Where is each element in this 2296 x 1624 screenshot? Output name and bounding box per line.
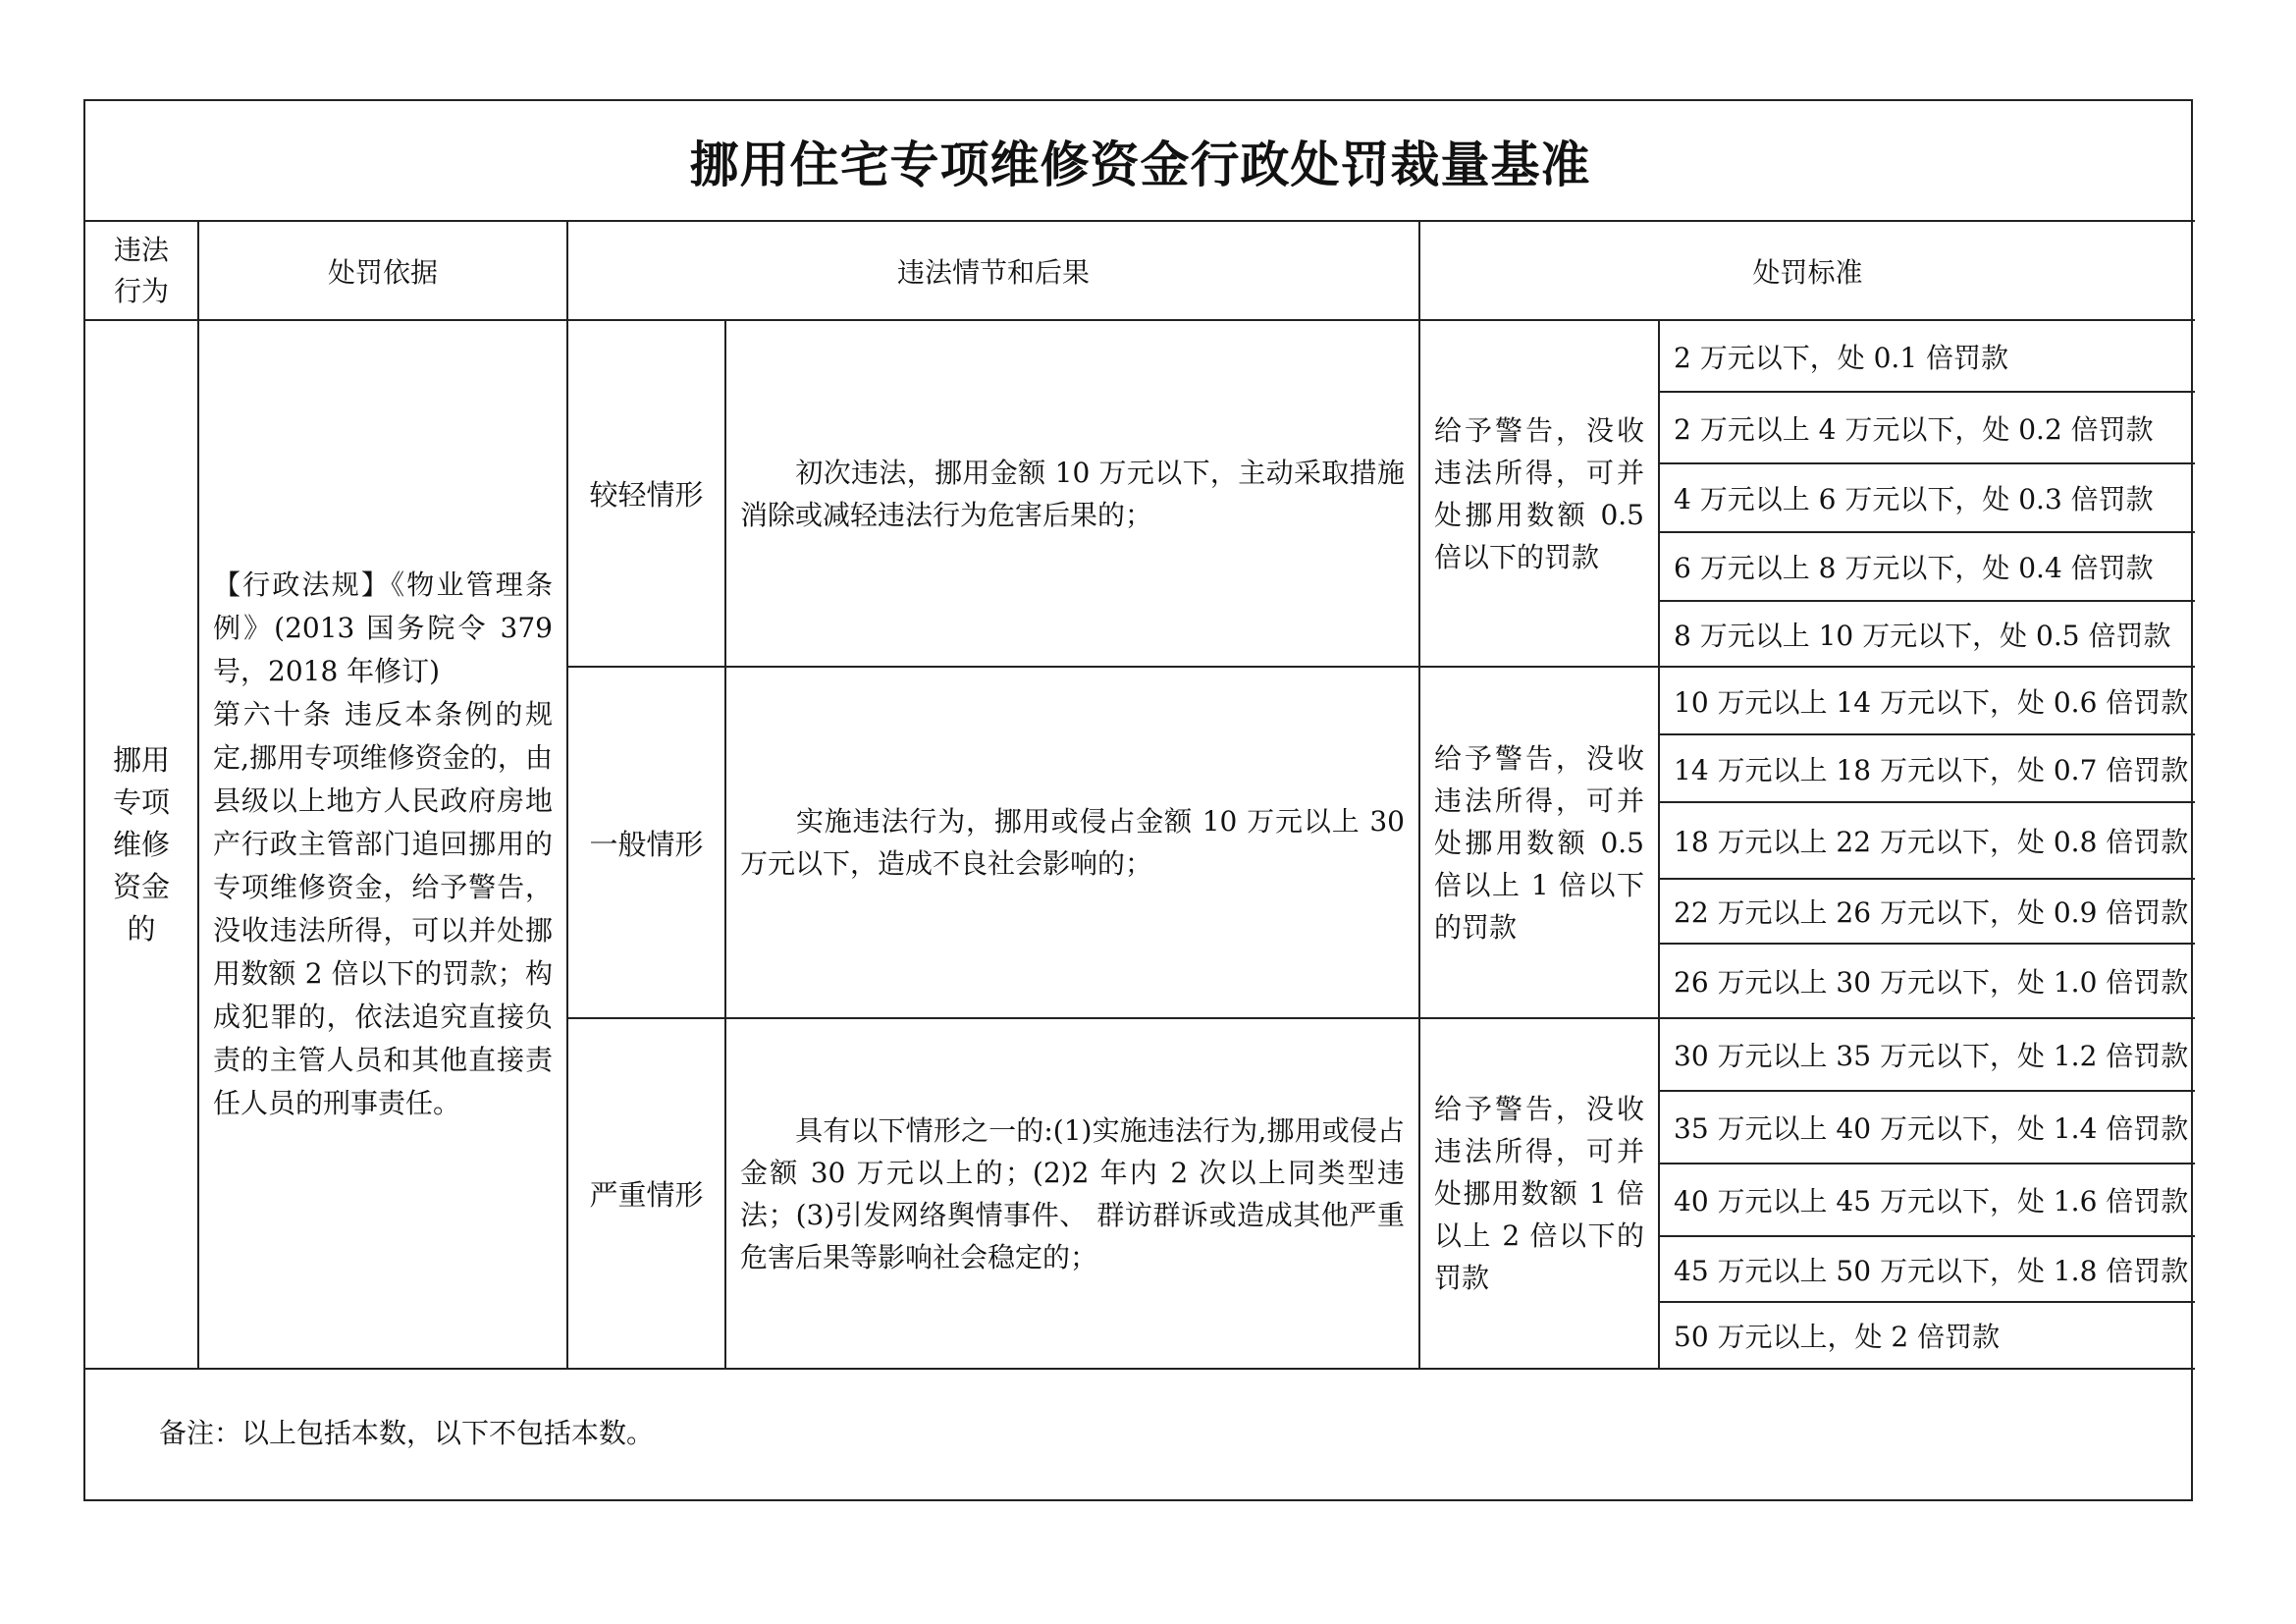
level-circumstance-text: 初次违法，挪用金额 10 万元以下，主动采取措施消除或减轻违法行为危害后果的；	[740, 456, 1405, 531]
fine-tier: 45 万元以上 50 万元以下，处 1.8 倍罚款	[1659, 1236, 2195, 1302]
remark: 备注：以上包括本数，以下不包括本数。	[85, 1369, 2195, 1493]
fine-tier: 18 万元以上 22 万元以下，处 0.8 倍罚款	[1659, 802, 2195, 879]
fine-tier: 26 万元以上 30 万元以下，处 1.0 倍罚款	[1659, 944, 2195, 1018]
fine-tier: 22 万元以上 26 万元以下，处 0.9 倍罚款	[1659, 879, 2195, 944]
level-circumstance	[725, 667, 1419, 1018]
header-circumstances: 违法情节和后果	[567, 221, 1419, 320]
level-standard: 给予警告，没收违法所得，可并处挪用数额 0.5 倍以上 1 倍以下的罚款	[1419, 667, 1659, 1018]
header-basis: 处罚依据	[198, 221, 567, 320]
fine-tier: 40 万元以上 45 万元以下，处 1.6 倍罚款	[1659, 1164, 2195, 1236]
fine-tier: 30 万元以上 35 万元以下，处 1.2 倍罚款	[1659, 1018, 2195, 1091]
fine-tier: 8 万元以上 10 万元以下，处 0.5 倍罚款	[1659, 601, 2195, 667]
level-standard: 给予警告，没收违法所得，可并处挪用数额 1 倍以上 2 倍以下的罚款	[1419, 1018, 1659, 1369]
violation-act-text: 挪用 专项 维修 资金 的	[112, 742, 170, 946]
fine-tier: 35 万元以上 40 万元以下，处 1.4 倍罚款	[1659, 1091, 2195, 1164]
fine-tier: 14 万元以上 18 万元以下，处 0.7 倍罚款	[1659, 734, 2195, 802]
header-act	[85, 221, 198, 320]
header-standard: 处罚标准	[1419, 221, 2195, 320]
violation-act	[85, 320, 198, 1369]
level-circumstance	[725, 1018, 1419, 1369]
level-name: 严重情形	[567, 1018, 725, 1369]
level-circumstance	[725, 320, 1419, 667]
level-circumstance-text: 实施违法行为，挪用或侵占金额 10 万元以上 30 万元以下，造成不良社会影响的；	[740, 805, 1405, 880]
level-name: 一般情形	[567, 667, 725, 1018]
fine-tier: 4 万元以上 6 万元以下，处 0.3 倍罚款	[1659, 463, 2195, 532]
penalty-table	[85, 101, 2195, 1493]
header-act-text: 违法 行为	[113, 233, 169, 307]
fine-tier: 2 万元以上 4 万元以下，处 0.2 倍罚款	[1659, 392, 2195, 463]
fine-tier: 6 万元以上 8 万元以下，处 0.4 倍罚款	[1659, 532, 2195, 601]
fine-tier: 10 万元以上 14 万元以下，处 0.6 倍罚款	[1659, 667, 2195, 734]
fine-tier: 2 万元以下，处 0.1 倍罚款	[1659, 320, 2195, 392]
document-title: 挪用住宅专项维修资金行政处罚裁量基准	[85, 101, 2195, 221]
penalty-basis	[198, 320, 567, 1369]
basis-article: 第六十条 违反本条例的规定,挪用专项维修资金的，由县级以上地方人民政府房地产行政主管部门追回挪用的专项维修资金，给予警告，没收违法所得，可以并处挪用数额 2 倍以下的罚款；构成犯罪的，依法追究直接负责的主管人员和其他直接责任人员的刑事责任。	[213, 698, 553, 1119]
penalty-standard-document	[83, 99, 2193, 1501]
fine-tier: 50 万元以上，处 2 倍罚款	[1659, 1302, 2195, 1369]
basis-source: 【行政法规】《物业管理条例》(2013 国务院令 379 号，2018 年修订)	[213, 568, 553, 687]
level-name: 较轻情形	[567, 320, 725, 667]
level-standard: 给予警告，没收违法所得，可并处挪用数额 0.5 倍以下的罚款	[1419, 320, 1659, 667]
level-circumstance-text: 具有以下情形之一的:(1)实施违法行为,挪用或侵占金额 30 万元以上的；(2)2 年内 2 次以上同类型违法；(3)引发网络舆情事件、 群访群诉或造成其他严重危害后果等影响社会稳定的；	[740, 1113, 1405, 1273]
